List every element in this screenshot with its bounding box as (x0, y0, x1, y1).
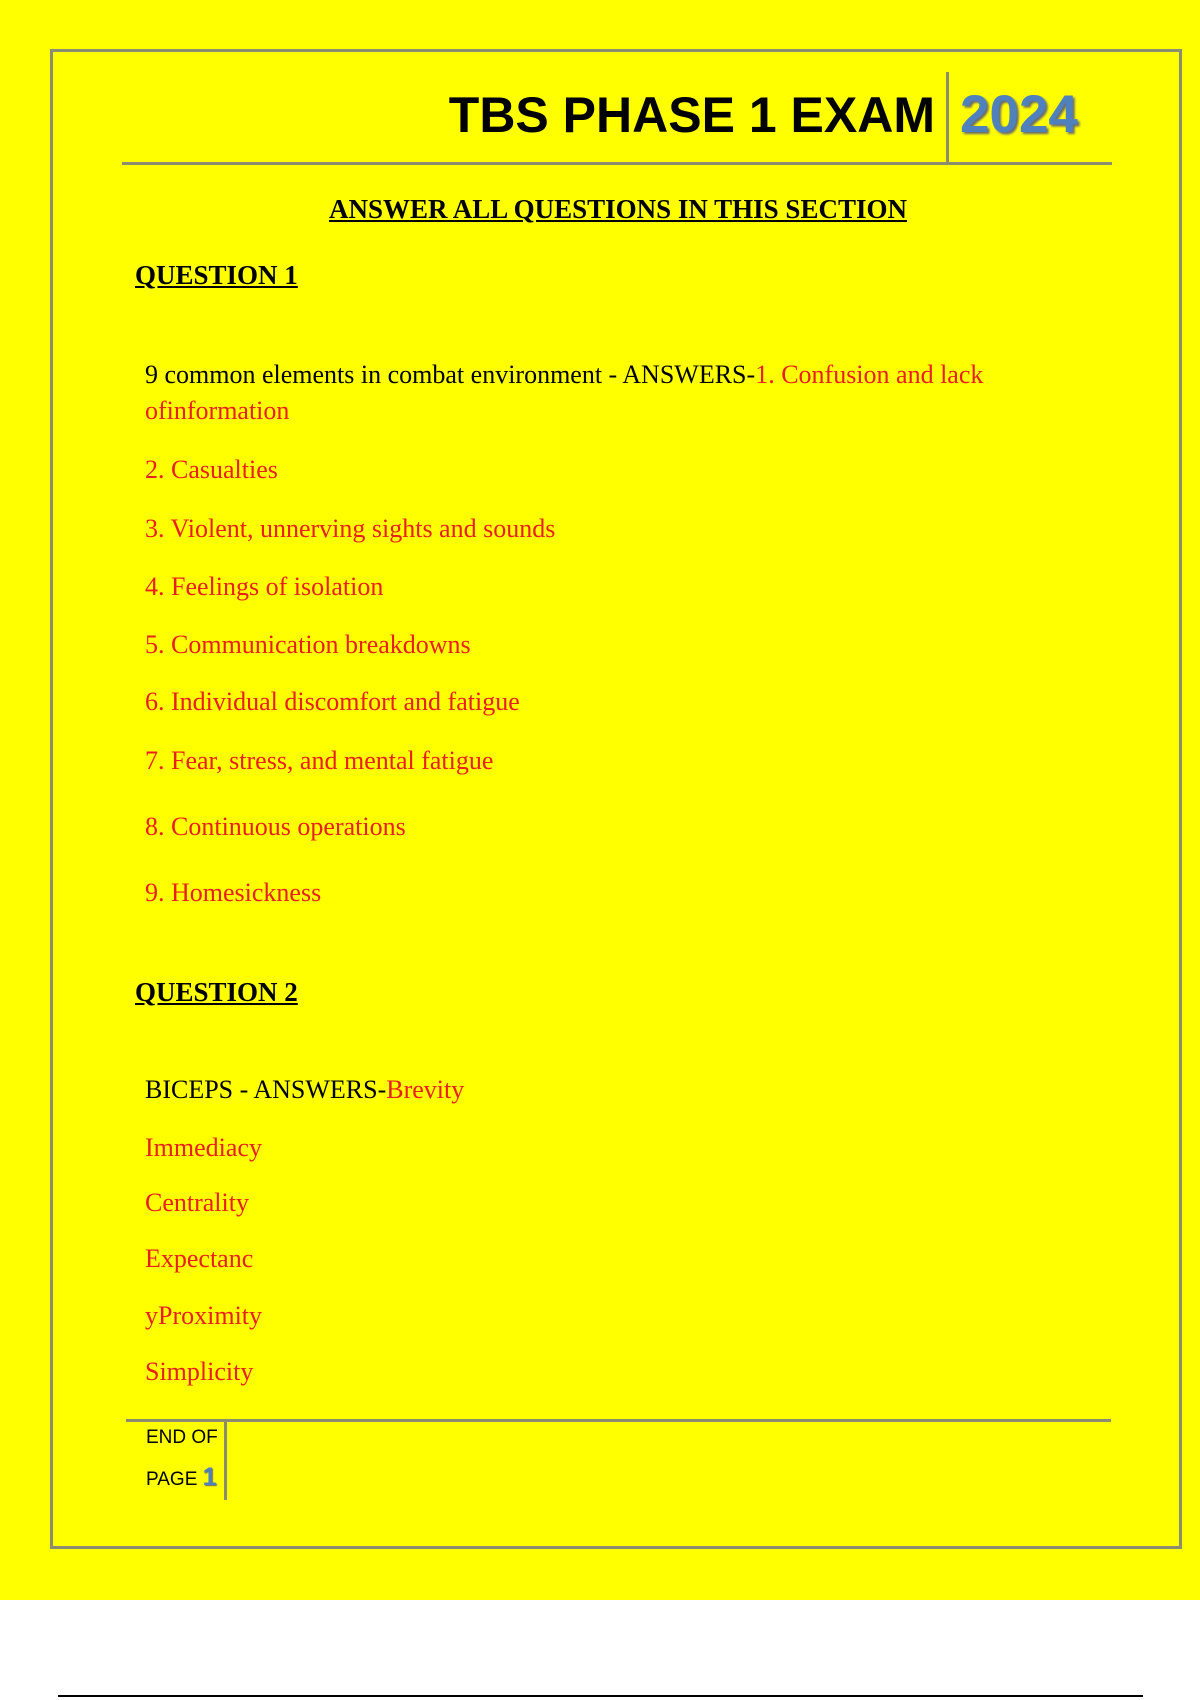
question-2-answer-2: Immediacy (145, 1133, 262, 1162)
question-2-heading: QUESTION 2 (135, 977, 298, 1007)
question-2-answer-6: Simplicity (145, 1357, 254, 1386)
footer-page-label: PAGE (146, 1469, 198, 1490)
footer-page (146, 1462, 217, 1495)
question-1-answer-3: 3. Violent, unnerving sights and sounds (145, 514, 556, 543)
section-instruction: ANSWER ALL QUESTIONS IN THIS SECTION (329, 194, 907, 224)
question-2-answer-3: Centrality (145, 1188, 249, 1217)
exam-year: 2024 (960, 85, 1078, 144)
question-1-prompt-text: 9 common elements in combat environment - ANSWERS- (145, 360, 756, 389)
question-1-answer-9: 9. Homesickness (145, 878, 322, 907)
footer-divider (224, 1422, 227, 1500)
question-2-prompt (145, 1072, 464, 1108)
question-2-answer-4: Expectanc (145, 1244, 254, 1273)
question-2-prompt-text: BICEPS - ANSWERS- (145, 1075, 387, 1104)
footer-page-number: 1 (202, 1463, 217, 1491)
footer-end-of: END OF (146, 1427, 218, 1448)
question-1-answer-5: 5. Communication breakdowns (145, 630, 471, 659)
footer-rule (126, 1419, 1111, 1422)
question-1-answer-6: 6. Individual discomfort and fatigue (145, 687, 520, 716)
question-2-answer-1: Brevity (386, 1075, 465, 1104)
question-1-heading: QUESTION 1 (135, 260, 298, 290)
question-2-answer-5: yProximity (145, 1301, 263, 1330)
question-1-answer-1: 1. Confusion and lack ofinformation (145, 360, 984, 425)
header-divider (946, 72, 949, 164)
bottom-rule (58, 1695, 1143, 1697)
question-1-prompt (145, 357, 1075, 429)
question-1-answer-4: 4. Feelings of isolation (145, 572, 384, 601)
question-1-answer-2: 2. Casualties (145, 455, 278, 484)
exam-title: TBS PHASE 1 EXAM (448, 87, 935, 143)
question-1-answer-7: 7. Fear, stress, and mental fatigue (145, 746, 494, 775)
header-rule (122, 162, 1112, 165)
question-1-answer-8: 8. Continuous operations (145, 812, 406, 841)
